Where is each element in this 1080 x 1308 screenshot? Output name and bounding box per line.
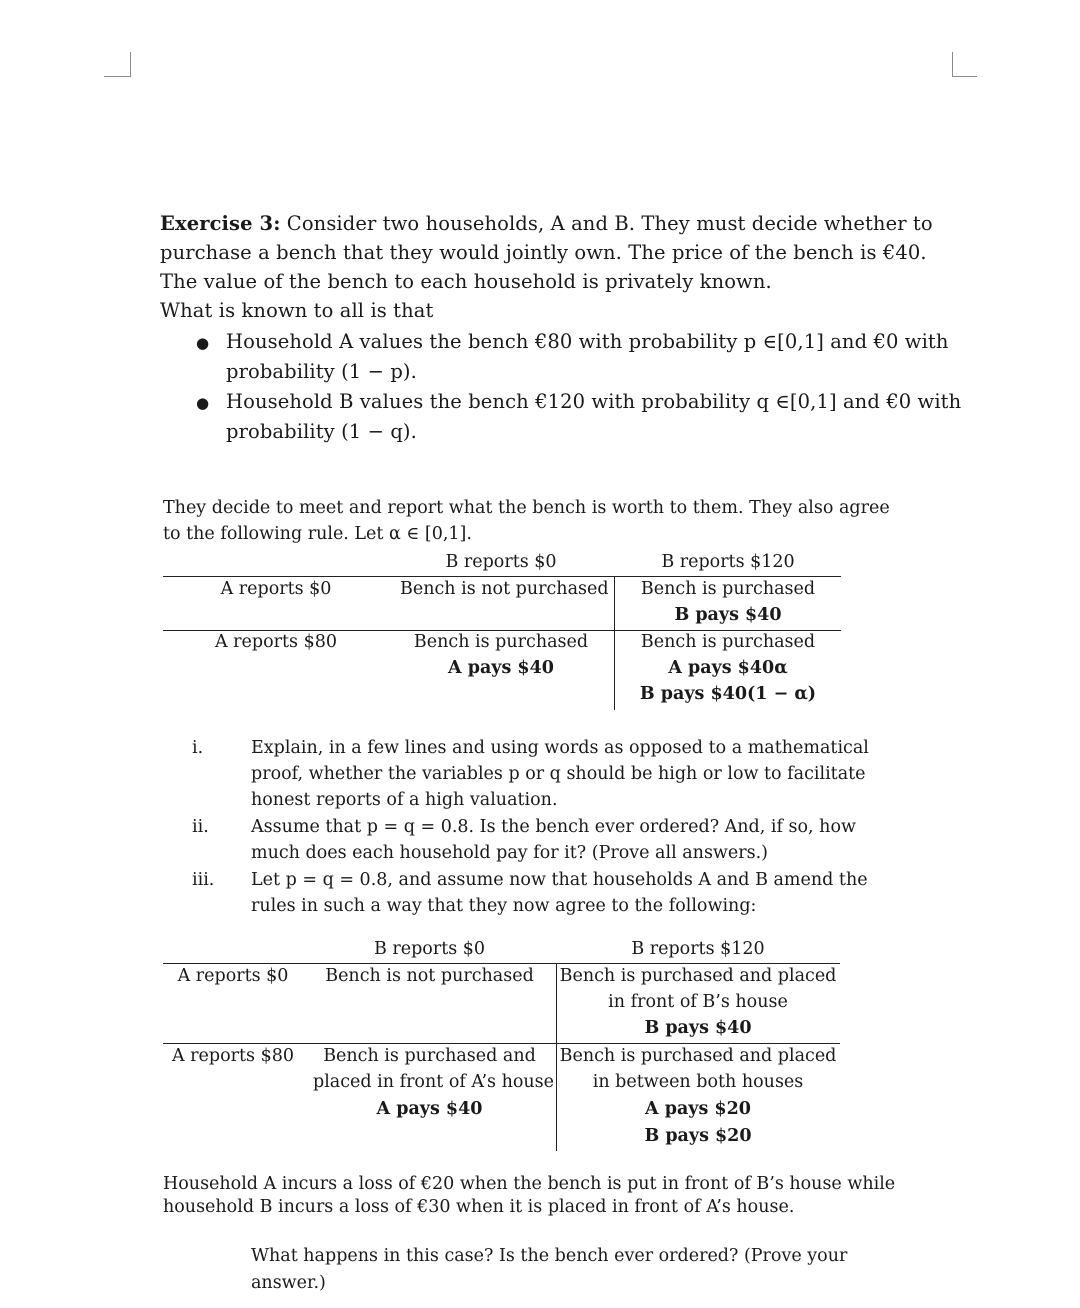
- question-3-line-2: rules in such a way that they now agree to the following:: [251, 896, 757, 916]
- loss-note-line-2: household B incurs a loss of €30 when it is placed in front of A’s house.: [163, 1197, 795, 1217]
- table2-header-b120: B reports $120: [631, 939, 765, 959]
- intro-line-1: They decide to meet and report what the bench is worth to them. They also agree: [163, 498, 890, 518]
- table2-cell-a80-b0-l2: placed in front of A’s house: [313, 1072, 554, 1092]
- final-question-line-2: answer.): [251, 1273, 326, 1293]
- table2-cell-a80-b120-l2: in between both houses: [592, 1072, 804, 1092]
- table1-rule: [163, 630, 841, 631]
- table2-cell-a80-b120-l1: Bench is purchased and placed: [559, 1046, 837, 1066]
- table1-cell-a80-b0-l2: A pays $40: [448, 658, 554, 678]
- question-1-number: i.: [192, 738, 204, 758]
- question-1-line-3: honest reports of a high valuation.: [251, 790, 558, 810]
- bullet-dot: ●: [196, 394, 210, 412]
- table2-cell-a80-b0-l1: Bench is purchased and: [323, 1046, 536, 1066]
- bullet-2-line-1: Household B values the bench €120 with probability q ∈[0,1] and €0 with: [226, 390, 962, 413]
- table2-header-b0: B reports $0: [373, 939, 486, 959]
- table1-header-b120: B reports $120: [661, 552, 795, 572]
- table1-cell-a0-b120-l1: Bench is purchased: [640, 579, 816, 599]
- exercise-line-4: What is known to all is that: [160, 299, 434, 322]
- question-3-line-1: Let p = q = 0.8, and assume now that households A and B amend the: [251, 870, 868, 890]
- table2-cell-a0-b120-l1: Bench is purchased and placed: [559, 966, 837, 986]
- exercise-line-3: The value of the bench to each household is privately known.: [160, 270, 772, 293]
- table1-rule: [163, 576, 841, 577]
- exercise-heading: Exercise 3:: [160, 212, 281, 235]
- question-1-line-1: Explain, in a few lines and using words as opposed to a mathematical: [251, 738, 869, 758]
- table1-cell-a80-b0-l1: Bench is purchased: [413, 632, 589, 652]
- question-2-line-2: much does each household pay for it? (Prove all answers.): [251, 843, 769, 863]
- table1-cell-a0-b120-l2: B pays $40: [674, 605, 782, 625]
- table2-cell-a80-b0-l3: A pays $40: [376, 1099, 483, 1119]
- exercise-line-1: Exercise 3: Consider two households, A and B. They must decide whether to: [160, 212, 933, 235]
- table1-cell-a80-b120-l1: Bench is purchased: [640, 632, 816, 652]
- final-question-line-1: What happens in this case? Is the bench ever ordered? (Prove your: [251, 1246, 848, 1266]
- bullet-2-line-2: probability (1 − q).: [226, 420, 417, 443]
- table2-row-a0: A reports $0: [177, 966, 289, 986]
- bullet-1-line-1: Household A values the bench €80 with probability p ∈[0,1] and €0 with: [226, 330, 949, 353]
- crop-mark-left: [104, 52, 131, 77]
- table2-row-a80: A reports $80: [171, 1046, 294, 1066]
- table1-cell-a0-b0: Bench is not purchased: [400, 579, 609, 599]
- loss-note-line-1: Household A incurs a loss of €20 when the bench is put in front of B’s house while: [163, 1174, 896, 1194]
- table2-cell-a80-b120-l4: B pays $20: [644, 1126, 752, 1146]
- table1-header-b0: B reports $0: [445, 552, 557, 572]
- table2-rule: [163, 1043, 840, 1044]
- table2-cell-a80-b120-l3: A pays $20: [645, 1099, 751, 1119]
- bullet-1-line-2: probability (1 − p).: [226, 360, 417, 383]
- table2-cell-a0-b0: Bench is not purchased: [325, 966, 534, 986]
- table1-row-a80: A reports $80: [214, 632, 337, 652]
- table2-cell-a0-b120-l3: B pays $40: [644, 1018, 752, 1038]
- table2-rule: [163, 963, 840, 964]
- bullet-dot: ●: [196, 334, 210, 352]
- exercise-line-2: purchase a bench that they would jointly own. The price of the bench is €40.: [160, 241, 927, 264]
- question-2-number: ii.: [192, 817, 209, 837]
- table2-column-divider: [556, 963, 557, 1151]
- table1-row-a0: A reports $0: [220, 579, 332, 599]
- intro-line-2: to the following rule. Let α ∈ [0,1].: [163, 524, 472, 544]
- table1-cell-a80-b120-l3: B pays $40(1 − α): [639, 684, 817, 704]
- table1-cell-a80-b120-l2: A pays $40α: [668, 658, 788, 678]
- crop-mark-right: [952, 52, 977, 77]
- question-3-number: iii.: [192, 870, 215, 890]
- question-1-line-2: proof, whether the variables p or q should be high or low to facilitate: [251, 764, 866, 784]
- table2-cell-a0-b120-l2: in front of B’s house: [608, 992, 788, 1012]
- question-2-line-1: Assume that p = q = 0.8. Is the bench ever ordered? And, if so, how: [251, 817, 856, 837]
- table1-column-divider: [614, 576, 615, 710]
